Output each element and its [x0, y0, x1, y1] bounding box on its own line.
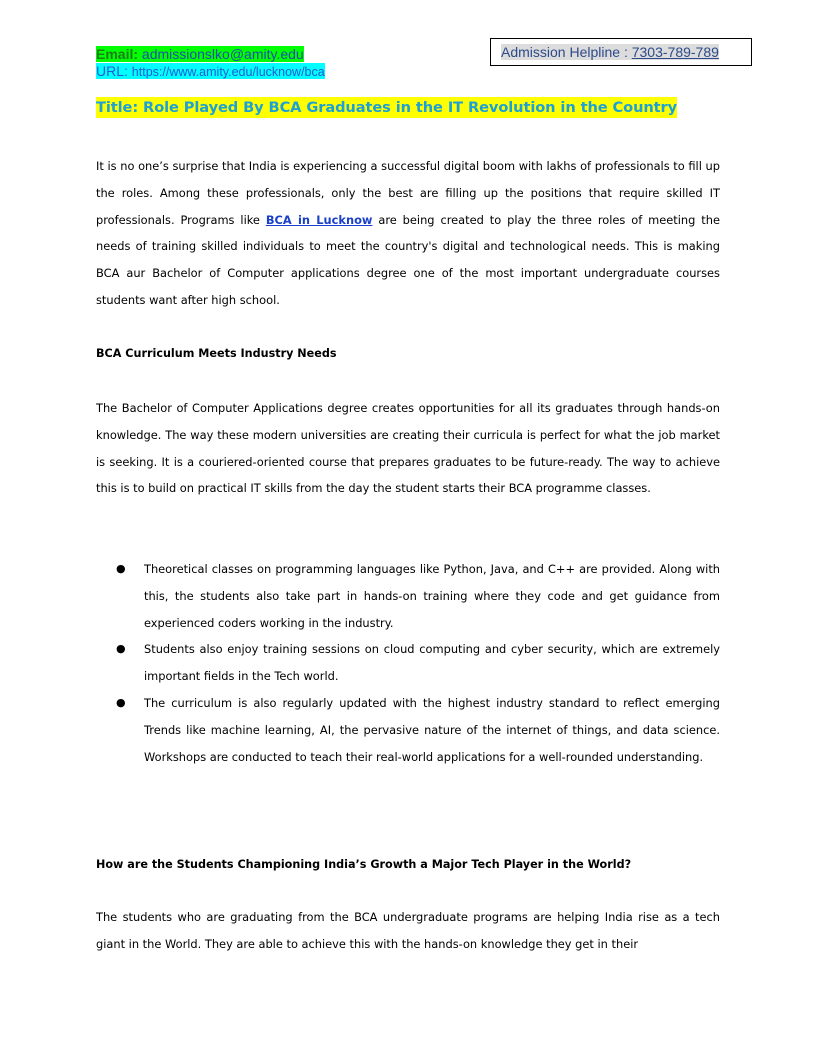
url-link[interactable]: https://www.amity.edu/lucknow/bca	[131, 65, 325, 79]
contact-block	[96, 46, 325, 80]
intro-paragraph	[96, 153, 720, 314]
curriculum-bullet-list	[96, 556, 720, 770]
email-link[interactable]: admissionslko@amity.edu	[141, 46, 304, 62]
bullet-icon: ●	[116, 695, 126, 709]
bullet-icon: ●	[116, 642, 126, 656]
intro-text-after-link: are being created to play the three roles of meeting the needs of training skilled individuals to meet the country's digital and technological needs. This is making BCA aur Bachelor of Computer applications degree one of the most important undergraduate courses students want after high school.	[96, 212, 720, 307]
email-row	[96, 46, 325, 63]
growth-paragraph: The students who are graduating from the BCA undergraduate programs are helping India rise as a tech giant in the World. They are able to achieve this with the hands-on knowledge they get in their	[96, 910, 720, 951]
helpline-highlight	[501, 44, 719, 60]
list-item-text: Theoretical classes on programming languages like Python, Java, and C++ are provided. Along with this, the students also take part in hands-on training where they code and get guidance from experienced coders working in the industry.	[144, 562, 720, 630]
url-row	[96, 63, 325, 80]
url-label: URL:	[96, 63, 128, 79]
admission-helpline-box	[490, 38, 752, 66]
list-item	[96, 636, 720, 690]
helpline-label: Admission Helpline :	[501, 44, 632, 60]
list-item-text: Students also enjoy training sessions on cloud computing and cyber security, which are extremely important fields in the Tech world.	[144, 642, 720, 684]
email-label: Email:	[96, 46, 139, 62]
email-highlight	[96, 46, 304, 62]
list-item	[96, 690, 720, 770]
intro-text-before-link: It is no one’s surprise that India is experiencing a successful digital boom with lakhs of professionals to fill up the roles. Among these professionals, only the best are filling up the positions that require skilled IT professionals. Programs like	[96, 159, 720, 227]
helpline-phone-link[interactable]: 7303-789-789	[631, 44, 719, 60]
curriculum-paragraph: The Bachelor of Computer Applications degree creates opportunities for all its graduates through hands-on knowledge. The way these modern universities are creating their curricula is perfect for what the job market is seeking. It is a couriered-oriented course that prepares graduates to be future-ready. The way to achieve this is to build on practical IT skills from the day the student starts their BCA programme classes.	[96, 401, 720, 496]
page-title: Title: Role Played By BCA Graduates in the IT Revolution in the Country	[96, 99, 678, 116]
section-heading-curriculum: BCA Curriculum Meets Industry Needs	[96, 347, 337, 360]
url-highlight	[96, 63, 325, 79]
bca-lucknow-link[interactable]: BCA in Lucknow	[265, 212, 373, 227]
list-item	[96, 556, 720, 636]
section-heading-growth: How are the Students Championing India’s Growth a Major Tech Player in the World?	[96, 858, 632, 871]
list-item-text: The curriculum is also regularly updated with the highest industry standard to reflect emerging Trends like machine learning, AI, the pervasive nature of the internet of things, and data science. Workshops are conducted to teach their real-world applications for a well-rounded understanding.	[144, 695, 720, 764]
bullet-icon: ●	[116, 562, 126, 575]
